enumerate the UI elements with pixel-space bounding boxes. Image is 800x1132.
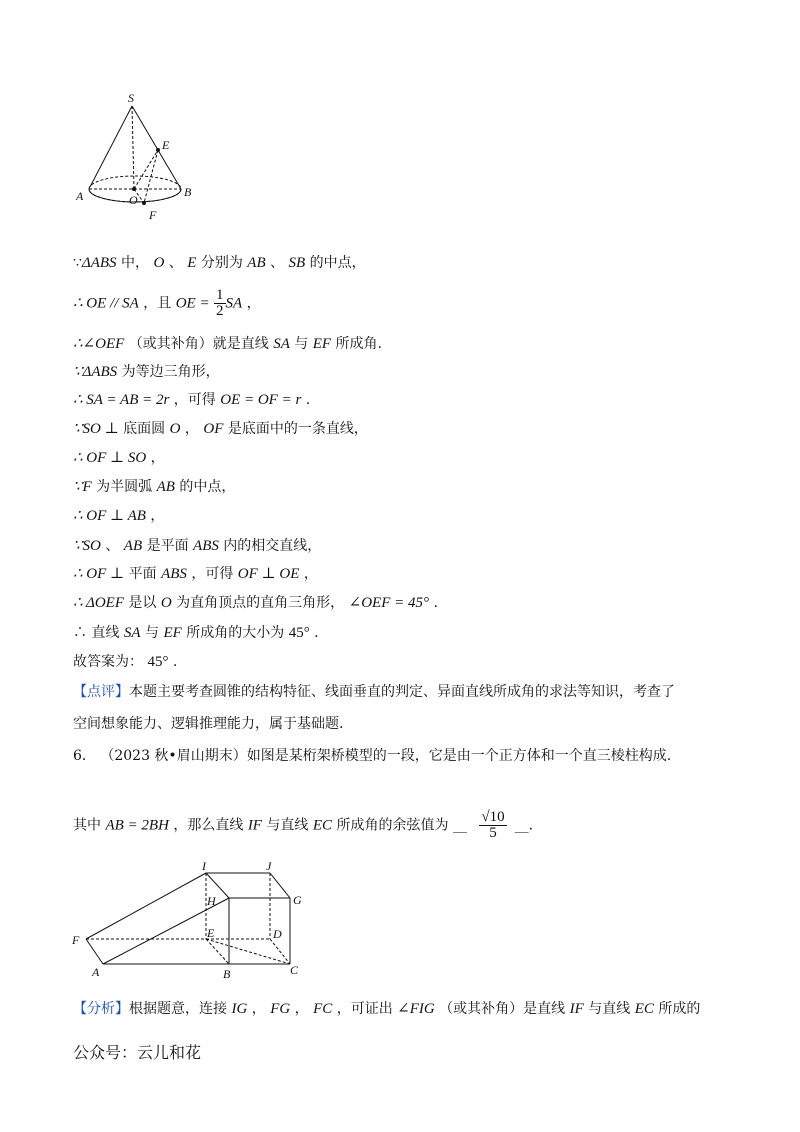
label-O: O	[129, 193, 138, 207]
label-S: S	[128, 91, 134, 105]
label-J: J	[266, 859, 272, 873]
cone-figure	[70, 90, 210, 230]
line-5: ∴ SA = AB = 2r ，可得 OE = OF = r .	[73, 392, 311, 408]
label-A: A	[76, 189, 84, 203]
label-G: G	[293, 893, 302, 907]
comment-tag: 【点评】	[73, 684, 129, 700]
footer-account: 公众号：云儿和花	[73, 1043, 202, 1062]
line-19: 【分析】根据题意，连接 IG ， FG ， FC ，可证出 ∠FIG （或其补角）是直线 IF 与直线 EC 所成的	[73, 1001, 701, 1017]
truss-figure	[66, 858, 316, 983]
line-12: ∴ ΔOEF 是以 O 为直角顶点的直角三角形， ∠OEF = 45° .	[73, 595, 438, 611]
label-E: E	[207, 926, 215, 940]
line-15: 【点评】本题主要考查圆锥的结构特征、线面垂直的判定、异面直线所成角的求法等知识，考查了	[73, 684, 675, 700]
line-8: ∵F 为半圆弧 AB 的中点，	[73, 479, 236, 495]
label-B: B	[184, 185, 192, 199]
line-9: ∴ OF ⊥ AB ，	[73, 508, 165, 524]
label-A: A	[92, 965, 100, 979]
analysis-tag: 【分析】	[73, 1001, 129, 1017]
line-4: ∵ΔABS 为等边三角形，	[73, 364, 220, 380]
line-16: 空间想象能力、逻辑推理能力，属于基础题.	[73, 716, 344, 732]
line-13: ∴ 直线 SA 与 EF 所成角的大小为 45° .	[73, 625, 319, 641]
label-D: D	[273, 927, 282, 941]
line-6: ∵SO ⊥ 底面圆 O ， OF 是底面中的一条直线，	[73, 421, 368, 437]
fraction-half: $\frac{1}{2}$	[216, 287, 224, 319]
label-F: F	[72, 933, 80, 947]
line-3: ∴∠OEF （或其补角）就是直线 SA 与 EF 所成角.	[73, 336, 382, 352]
question-6: 6． （2023 秋•眉山期末）如图是某桁架桥模型的一段，它是由一个正方体和一个直三棱柱构成.	[73, 748, 672, 764]
label-F: F	[149, 208, 157, 222]
label-I: I	[202, 859, 206, 873]
line-1: ∵ΔABS 中， O 、 E 分别为 AB 、 SB 的中点，	[73, 255, 366, 271]
answer-fraction: $\frac{√10}{5}$	[481, 809, 505, 841]
line-11: ∴ OF ⊥ 平面 ABS ，可得 OF ⊥ OE ，	[73, 566, 318, 582]
label-C: C	[290, 963, 299, 977]
label-E: E	[162, 138, 170, 152]
label-H: H	[207, 894, 216, 908]
line-18: 其中 AB = 2BH ，那么直线 IF 与直线 EC 所成角的余弦值为 __ $\frac{√10}{5}$ __.	[73, 809, 534, 841]
label-B: B	[223, 967, 231, 981]
line-7: ∴ OF ⊥ SO ，	[73, 450, 165, 466]
line-10: ∵SO 、 AB 是平面 ABS 内的相交直线，	[73, 538, 322, 554]
line-14: 故答案为： 45° .	[73, 654, 178, 670]
line-2: ∴ OE // SA ，且 OE = $\frac{1}{2}$ SA ，	[73, 287, 261, 319]
